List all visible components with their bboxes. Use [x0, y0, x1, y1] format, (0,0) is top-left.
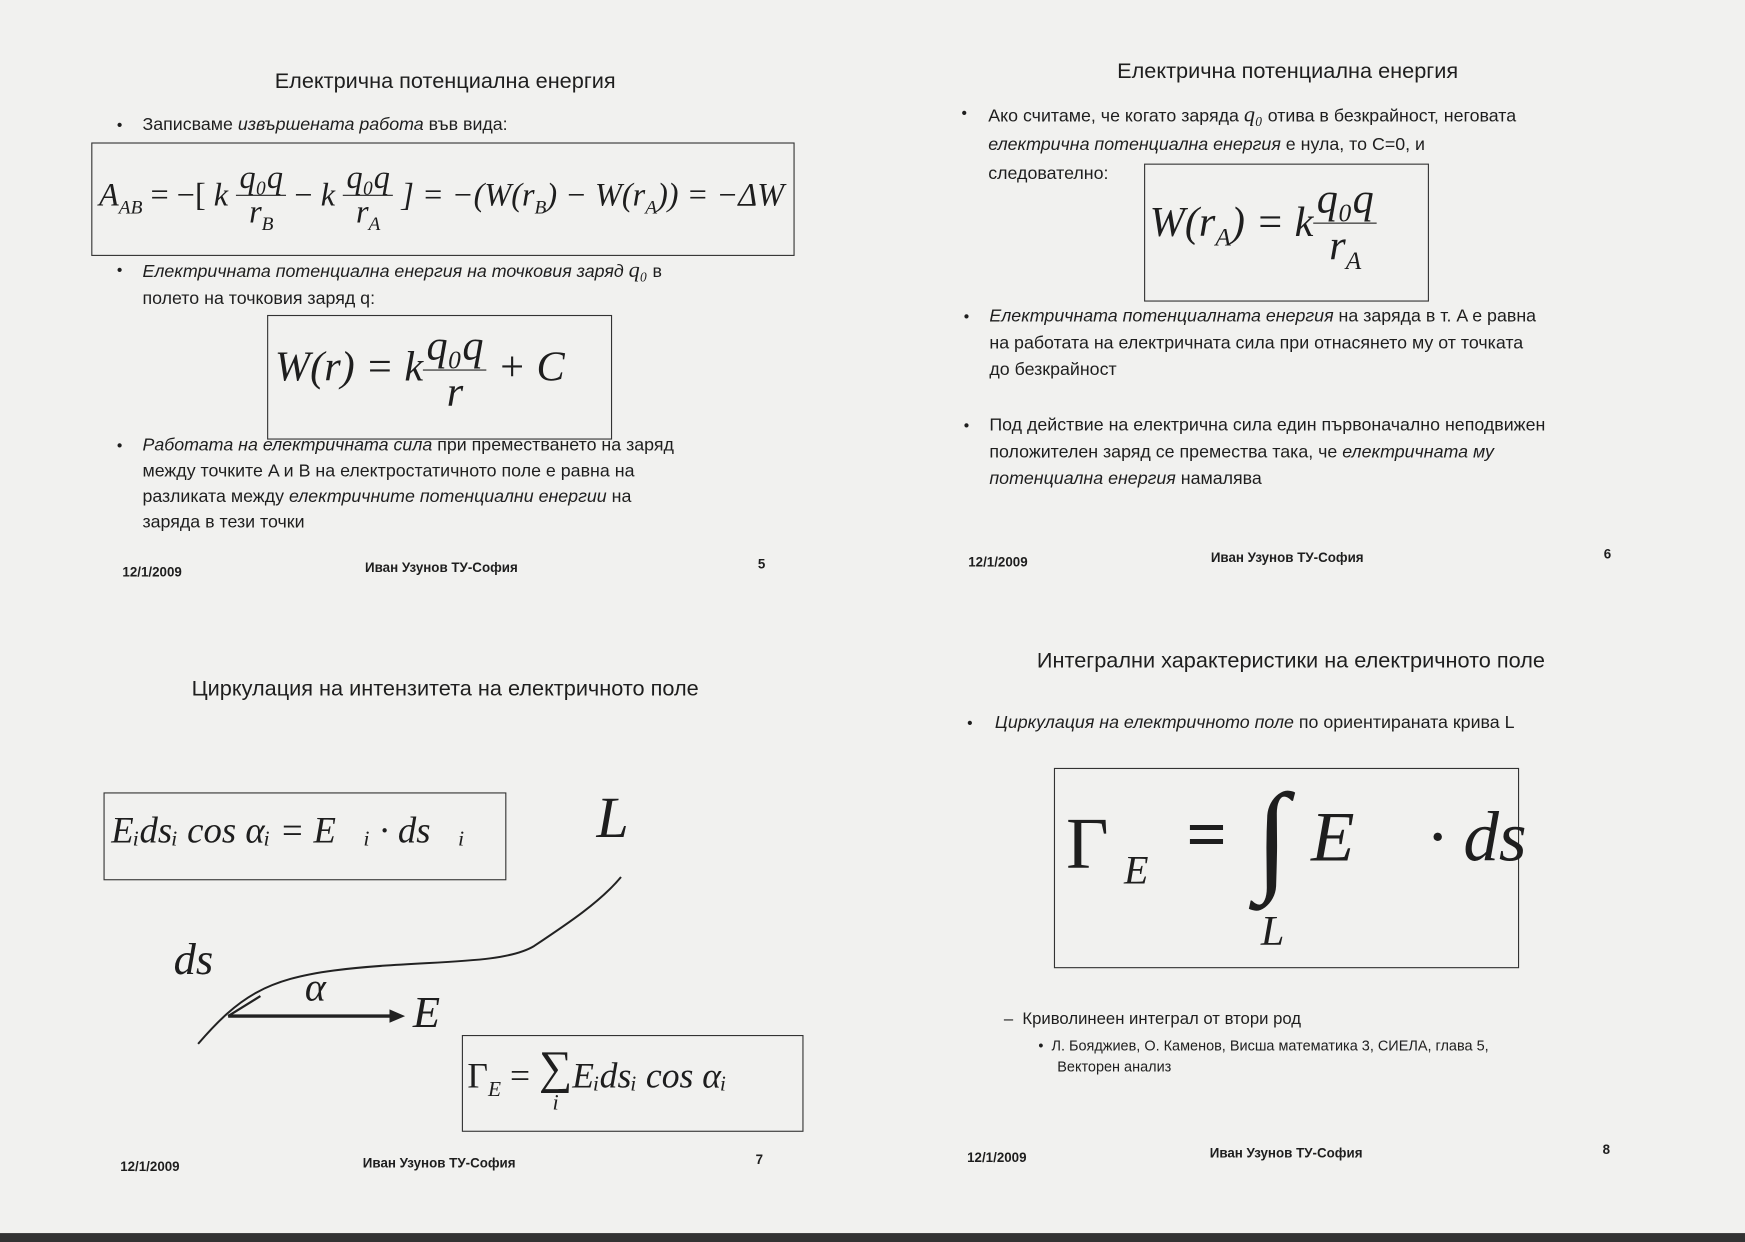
bullet-icon: • [961, 103, 968, 122]
slide-title: Електрична потенциална енергия [1117, 58, 1459, 84]
integral-subscript: L [1260, 908, 1285, 955]
gamma-symbol: Γ [1066, 803, 1109, 885]
text: A [99, 177, 119, 214]
text: Записваме [142, 115, 238, 135]
gamma-subscript: E [1124, 848, 1149, 893]
text: е нула, то C=0, и [1280, 135, 1425, 155]
text: A [1215, 223, 1231, 252]
scan-edge [0, 1233, 1745, 1242]
bullet-icon: • [116, 115, 123, 134]
text: Л. Бояджиев, О. Каменов, Висша математика 3, СИЕЛА, глава 5, [1051, 1037, 1489, 1054]
text: ∑ [538, 1042, 573, 1094]
text: Циркулация на електричното поле [994, 713, 1294, 733]
text: Електричната потенциалната енергия [989, 307, 1334, 327]
formula-box [1144, 164, 1429, 302]
bullet-icon: • [963, 307, 970, 325]
text: q₀ [628, 258, 648, 283]
text: W(r) = k [274, 343, 424, 391]
integrand: E⃗ · ds⃗ [1310, 796, 1583, 876]
text: AB [118, 195, 143, 218]
equals-sign: = [1186, 794, 1227, 874]
text: Γ [467, 1055, 489, 1096]
text: заряда в тези точки [142, 513, 305, 532]
bullet-text [989, 304, 1536, 384]
page-number: 8 [1602, 1141, 1611, 1158]
text: + C [486, 343, 565, 391]
text: на заряда в т. A е равна [1333, 307, 1537, 327]
formula-dot-product: Eᵢdsᵢ cos αᵢ = E⃗ᵢ · ds⃗ᵢ [111, 811, 465, 852]
text: q₀q [343, 161, 393, 196]
bullet-icon: • [967, 713, 973, 732]
text: на [606, 487, 632, 507]
text: Векторен анализ [1057, 1058, 1172, 1076]
text: полето на точковия заряд q: [142, 289, 376, 309]
page-number: 5 [757, 556, 766, 573]
slide-title: Електрична потенциална енергия [274, 68, 616, 94]
text: A [1345, 246, 1362, 275]
footer-date: 12/1/2009 [122, 564, 182, 580]
text: q₀q [1313, 178, 1377, 224]
footer-author: Иван Узунов ТУ-София [362, 1155, 516, 1171]
text: Под действие на електрична сила един първоначално неподвижен [989, 416, 1546, 436]
curve-l [198, 877, 621, 1044]
text: следователно: [988, 164, 1109, 184]
formula-box [1054, 768, 1583, 968]
bullet-text [989, 413, 1545, 493]
text: r [249, 195, 262, 231]
text: A [368, 212, 381, 236]
text: q₀q [236, 161, 286, 196]
text: A [645, 195, 658, 218]
text: B [261, 212, 274, 236]
footer-author: Иван Узунов ТУ-София [1209, 1145, 1363, 1161]
text: k [320, 177, 336, 214]
footer-date: 12/1/2009 [120, 1158, 180, 1175]
text: извършената работа [237, 115, 424, 135]
bullet-icon: • [116, 436, 123, 455]
reference: • Л. Бояджиев, О. Каменов, Висша математика 3, СИЕЛА, глава 5, Векторен анализ [1038, 1037, 1489, 1076]
footer-author: Иван Узунов ТУ-София [1210, 549, 1364, 566]
page-number: 7 [755, 1151, 764, 1168]
text: Криволинеен интеграл от втори род [1022, 1009, 1302, 1029]
alpha-label: α [304, 964, 326, 1010]
text: намалява [1175, 469, 1262, 489]
text: − [286, 177, 321, 214]
text: = [501, 1055, 539, 1096]
footer-date: 12/1/2009 [967, 1149, 1027, 1166]
formula-box [462, 1035, 804, 1132]
text: до безкрайност [989, 360, 1117, 380]
page-number: 6 [1603, 546, 1612, 563]
footer-author: Иван Узунов ТУ-София [365, 559, 518, 576]
text: отива в безкрайност, неговата [1262, 106, 1517, 126]
text: ) = k [1230, 199, 1314, 246]
text: q₀q [423, 325, 487, 371]
text: разликата между [142, 487, 289, 507]
text: E [488, 1078, 502, 1102]
text: във вида: [423, 115, 508, 135]
text: r [446, 369, 464, 417]
dash-item: – Криволинеен интеграл от втори род [1003, 1009, 1302, 1029]
text: i [552, 1090, 559, 1116]
text: на работата на електричната сила при отнасянето му от точката [989, 333, 1524, 353]
text: при преместването на заряд [432, 436, 674, 456]
text: ] = −(W(r [393, 177, 535, 214]
text: електрична потенциална енергия [988, 135, 1281, 155]
text: Eᵢdsᵢ cos αᵢ [572, 1055, 727, 1096]
curve-label: L [596, 786, 629, 851]
integral-sign: ∫ [1255, 769, 1289, 905]
text: r [355, 195, 369, 231]
text: между точките A и B на електростатичното поле е равна на [142, 461, 635, 481]
e-label: E⃗ [412, 987, 475, 1038]
footer-date: 12/1/2009 [968, 554, 1028, 570]
slide-title: Интегрални характеристики на електричното поле [1036, 648, 1546, 674]
text: r [1329, 222, 1346, 270]
text: положителен заряд се премества така, че [989, 442, 1343, 462]
formula-circulation-sum [467, 1042, 727, 1116]
slide-title: Циркулация на интензитета на електричното поле [191, 676, 699, 702]
text: k [213, 177, 229, 214]
formula-energy-at-a [1149, 175, 1378, 275]
ds-label: ds⃗ [173, 933, 248, 984]
text: по ориентираната крива L [1293, 713, 1515, 733]
text: потенциална енергия [989, 469, 1176, 489]
bullet-text [995, 710, 1515, 737]
text: Работата на електричната сила [142, 436, 433, 456]
text: електричната му [1342, 442, 1494, 462]
e-arrowhead [390, 1009, 406, 1022]
text: ) − W(r [546, 177, 646, 214]
bullet-icon: • [963, 416, 970, 435]
text: B [534, 195, 547, 218]
text: Ако считаме, че когато заряда [988, 106, 1244, 126]
text: в [647, 262, 662, 282]
text: Електричната потенциална енергия на точковия заряд [142, 262, 629, 282]
text: q₀ [1243, 102, 1263, 127]
text: W(r [1149, 199, 1216, 246]
text: )) = −ΔW [657, 177, 785, 214]
text: = −[ [142, 177, 214, 214]
bullet-icon: • [116, 260, 123, 279]
text: електричните потенциални енергии [288, 487, 607, 507]
